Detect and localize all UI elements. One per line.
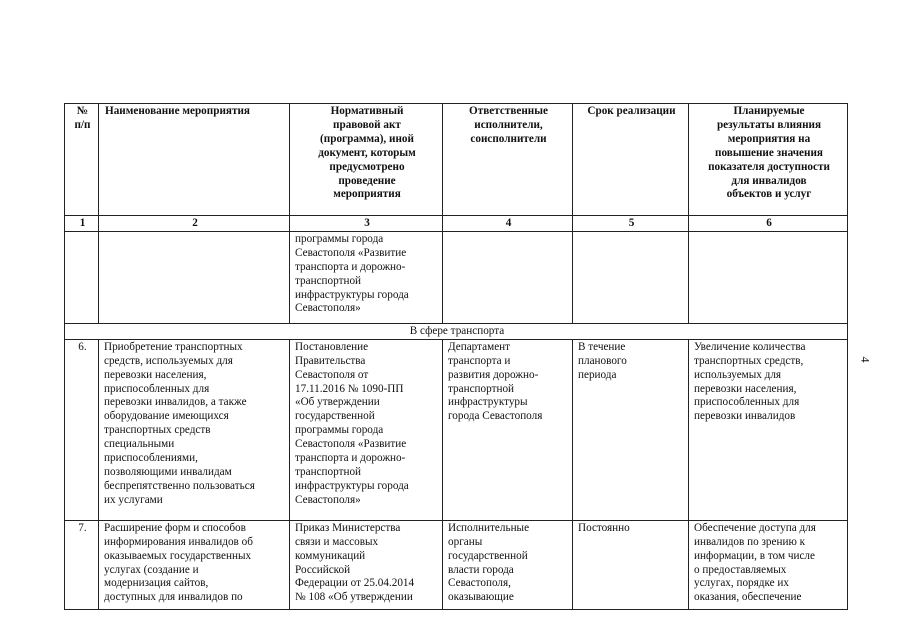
column-number-row <box>65 216 848 232</box>
term: Постоянно <box>573 520 689 609</box>
accessibility-measures-table <box>64 103 848 610</box>
row-number: 7. <box>65 520 99 609</box>
table-cell <box>689 231 848 323</box>
column-number: 3 <box>290 216 443 232</box>
planned-result: Увеличение количества транспортных средств, используемых для перевозки населения, приспособленных для перевозки инвалидов <box>689 339 848 520</box>
column-number: 2 <box>99 216 290 232</box>
table-cell <box>443 231 573 323</box>
column-number: 4 <box>443 216 573 232</box>
header-term: Срок реализации <box>573 104 689 216</box>
table-row <box>65 339 848 520</box>
table-cell: программы города Севастополя «Развитие транспорта и дорожно- транспортной инфраструктуры города Севастополя» <box>290 231 443 323</box>
header-measure-name: Наименование мероприятия <box>99 104 290 216</box>
column-number: 1 <box>65 216 99 232</box>
header-executors: Ответственные исполнители, соисполнители <box>443 104 573 216</box>
continuation-row <box>65 231 848 323</box>
header-legal-act: Нормативный правовой акт (программа), иной документ, которым предусмотрено проведение мероприятия <box>290 104 443 216</box>
executors: Департамент транспорта и развития дорожно- транспортной инфраструктуры города Севастополя <box>443 339 573 520</box>
term: В течение планового периода <box>573 339 689 520</box>
column-number: 5 <box>573 216 689 232</box>
planned-result: Обеспечение доступа для инвалидов по зрению к информации, в том числе о предоставляемых услугах, порядке их оказания, обеспечение <box>689 520 848 609</box>
table-cell <box>99 231 290 323</box>
measure-name: Приобретение транспортных средств, используемых для перевозки населения, приспособленных для перевозки инвалидов, а также оборудование имеющихся транспортных средств специальными приспособлениями, позволяющими инвалидам беспрепятственно пользоваться их услугами <box>99 339 290 520</box>
section-row <box>65 323 848 339</box>
header-results: Планируемые результаты влияния мероприятия на повышение значения показателя доступности для инвалидов объектов и услуг <box>689 104 848 216</box>
column-number: 6 <box>689 216 848 232</box>
measure-name: Расширение форм и способов информирования инвалидов об оказываемых государственных услугах (создание и модернизация сайтов, доступных для инвалидов по <box>99 520 290 609</box>
executors: Исполнительные органы государственной власти города Севастополя, оказывающие <box>443 520 573 609</box>
legal-act: Приказ Министерства связи и массовых коммуникаций Российской Федерации от 25.04.2014 № 108 «Об утверждении <box>290 520 443 609</box>
row-number: 6. <box>65 339 99 520</box>
table-header-row <box>65 104 848 216</box>
table-cell <box>65 231 99 323</box>
legal-act: Постановление Правительства Севастополя от 17.11.2016 № 1090-ПП «Об утверждении государственной программы города Севастополя «Развитие транспорта и дорожно- транспортной инфраструктуры города Севастополя» <box>290 339 443 520</box>
table-cell <box>573 231 689 323</box>
table-row <box>65 520 848 609</box>
section-title: В сфере транспорта <box>65 323 848 339</box>
header-number: № п/п <box>65 104 99 216</box>
page-number: 4 <box>858 356 873 363</box>
